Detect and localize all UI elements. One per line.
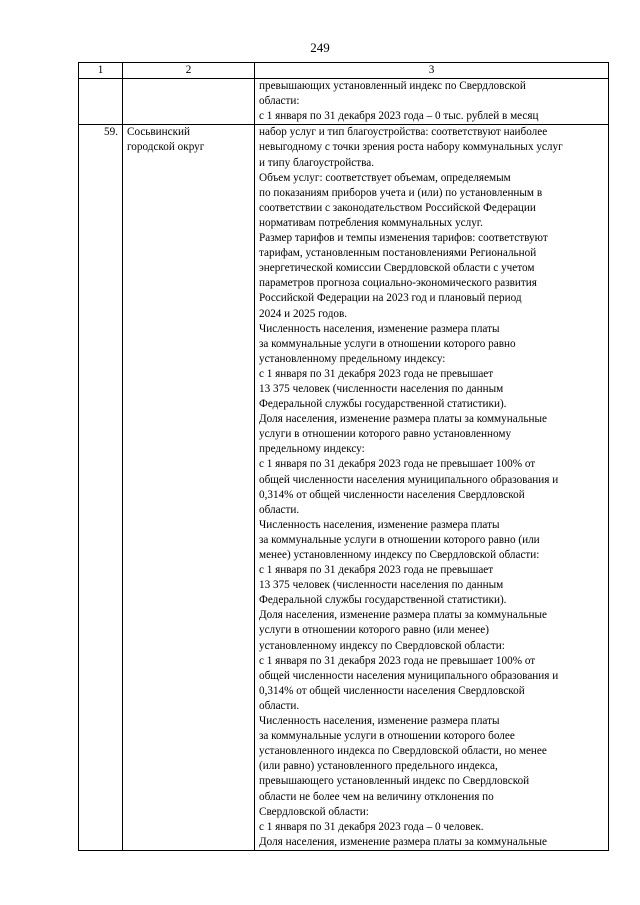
- document-table: [78, 62, 609, 851]
- text-line: (или равно) установленного предельного индекса,: [259, 760, 498, 773]
- continuation-number-cell: [79, 79, 123, 125]
- column-header-3: 3: [255, 63, 609, 79]
- text-line: установленному индексу по Свердловской области:: [259, 639, 505, 652]
- text-line: услуги в отношении которого равно (или менее): [259, 624, 489, 637]
- text-line: 0,314% от общей численности населения Свердловской: [259, 488, 525, 501]
- text-line: за коммунальные услуги в отношении которого равно: [259, 337, 516, 350]
- text-line: общей численности населения муниципального образования и: [259, 473, 559, 486]
- text-line: области.: [259, 699, 300, 712]
- text-line: за коммунальные услуги в отношении которого равно (или: [259, 533, 540, 546]
- text-line: с 1 января по 31 декабря 2023 года – 0 тыс. рублей в месяц: [259, 110, 539, 123]
- text-line: 13 375 человек (численности населения по данным: [259, 579, 504, 592]
- text-line: Федеральной службы государственной статистики).: [259, 594, 507, 607]
- table-header-row: [79, 63, 609, 79]
- text-line: Доля населения, изменение размера платы за коммунальные: [259, 609, 547, 622]
- text-line: предельному индексу:: [259, 443, 365, 456]
- text-line: менее) установленному индексу по Свердловской области:: [259, 549, 540, 561]
- municipality-name-line: городской округ: [127, 141, 205, 154]
- row-description-cell: [255, 125, 609, 851]
- text-line: Федеральной службы государственной статистики).: [259, 398, 507, 411]
- text-line: нормативам потребления коммунальных услуг.: [259, 216, 483, 229]
- text-line: Численность населения, изменение размера платы: [259, 518, 500, 531]
- text-line: 0,314% от общей численности населения Свердловской: [259, 684, 525, 697]
- text-line: с 1 января по 31 декабря 2023 года не превышает 100% от: [259, 654, 536, 667]
- text-line: услуги в отношении которого равно установленному: [259, 428, 512, 441]
- municipality-name-cell: [123, 125, 255, 851]
- text-line: по показаниям приборов учета и (или) по установленным в: [259, 186, 543, 199]
- text-line: общей численности населения муниципального образования и: [259, 669, 559, 682]
- column-header-2: 2: [123, 63, 255, 79]
- text-line: с 1 января по 31 декабря 2023 года – 0 человек.: [259, 820, 484, 833]
- table-row-continuation: [79, 79, 609, 125]
- text-line: установленного индекса по Свердловской области, но менее: [259, 745, 547, 758]
- text-line: Объем услуг: соответствует объемам, определяемым: [259, 171, 511, 184]
- text-line: установленному предельному индексу:: [259, 352, 446, 365]
- row-number: 59.: [79, 125, 123, 851]
- column-header-1: 1: [79, 63, 123, 79]
- text-line: параметров прогноза социально-экономического развития: [259, 277, 537, 290]
- continuation-text-cell: [255, 79, 609, 125]
- text-line: набор услуг и тип благоустройства: соответствуют наиболее: [259, 126, 548, 139]
- text-line: с 1 января по 31 декабря 2023 года не превышает: [259, 564, 494, 577]
- continuation-name-cell: [123, 79, 255, 125]
- text-line: тарифам, установленным постановлениями Региональной: [259, 247, 537, 260]
- text-line: области.: [259, 503, 300, 516]
- text-line: соответствии с законодательством Российской Федерации: [259, 201, 536, 214]
- text-line: Доля населения, изменение размера платы за коммунальные: [259, 835, 547, 848]
- text-line: 2024 и 2025 годов.: [259, 307, 348, 320]
- text-line: 13 375 человек (численности населения по данным: [259, 382, 504, 395]
- text-line: Численность населения, изменение размера платы: [259, 322, 500, 335]
- text-line: превышающего установленный индекс по Свердловской: [259, 775, 530, 788]
- page-number: 249: [310, 40, 330, 55]
- text-line: Численность населения, изменение размера платы: [259, 715, 500, 728]
- municipality-name-line: Сосьвинский: [127, 126, 191, 139]
- text-line: за коммунальные услуги в отношении которого более: [259, 730, 515, 743]
- text-line: превышающих установленный индекс по Свердловской: [259, 80, 526, 93]
- text-line: и типу благоустройства.: [259, 156, 374, 169]
- text-line: Свердловской области:: [259, 805, 369, 818]
- text-line: области не более чем на величину отклонения по: [259, 790, 494, 803]
- text-line: Российской Федерации на 2023 год и плановый период: [259, 292, 522, 305]
- text-line: энергетической комиссии Свердловской области с учетом: [259, 262, 535, 275]
- text-line: Размер тарифов и темпы изменения тарифов: соответствуют: [259, 232, 548, 245]
- table-row-59: [79, 125, 609, 851]
- text-line: Доля населения, изменение размера платы за коммунальные: [259, 413, 547, 426]
- text-line: области:: [259, 95, 300, 108]
- text-line: невыгодному с точки зрения роста набору коммунальных услуг: [259, 141, 563, 154]
- text-line: с 1 января по 31 декабря 2023 года не превышает 100% от: [259, 458, 536, 471]
- text-line: с 1 января по 31 декабря 2023 года не превышает: [259, 367, 494, 380]
